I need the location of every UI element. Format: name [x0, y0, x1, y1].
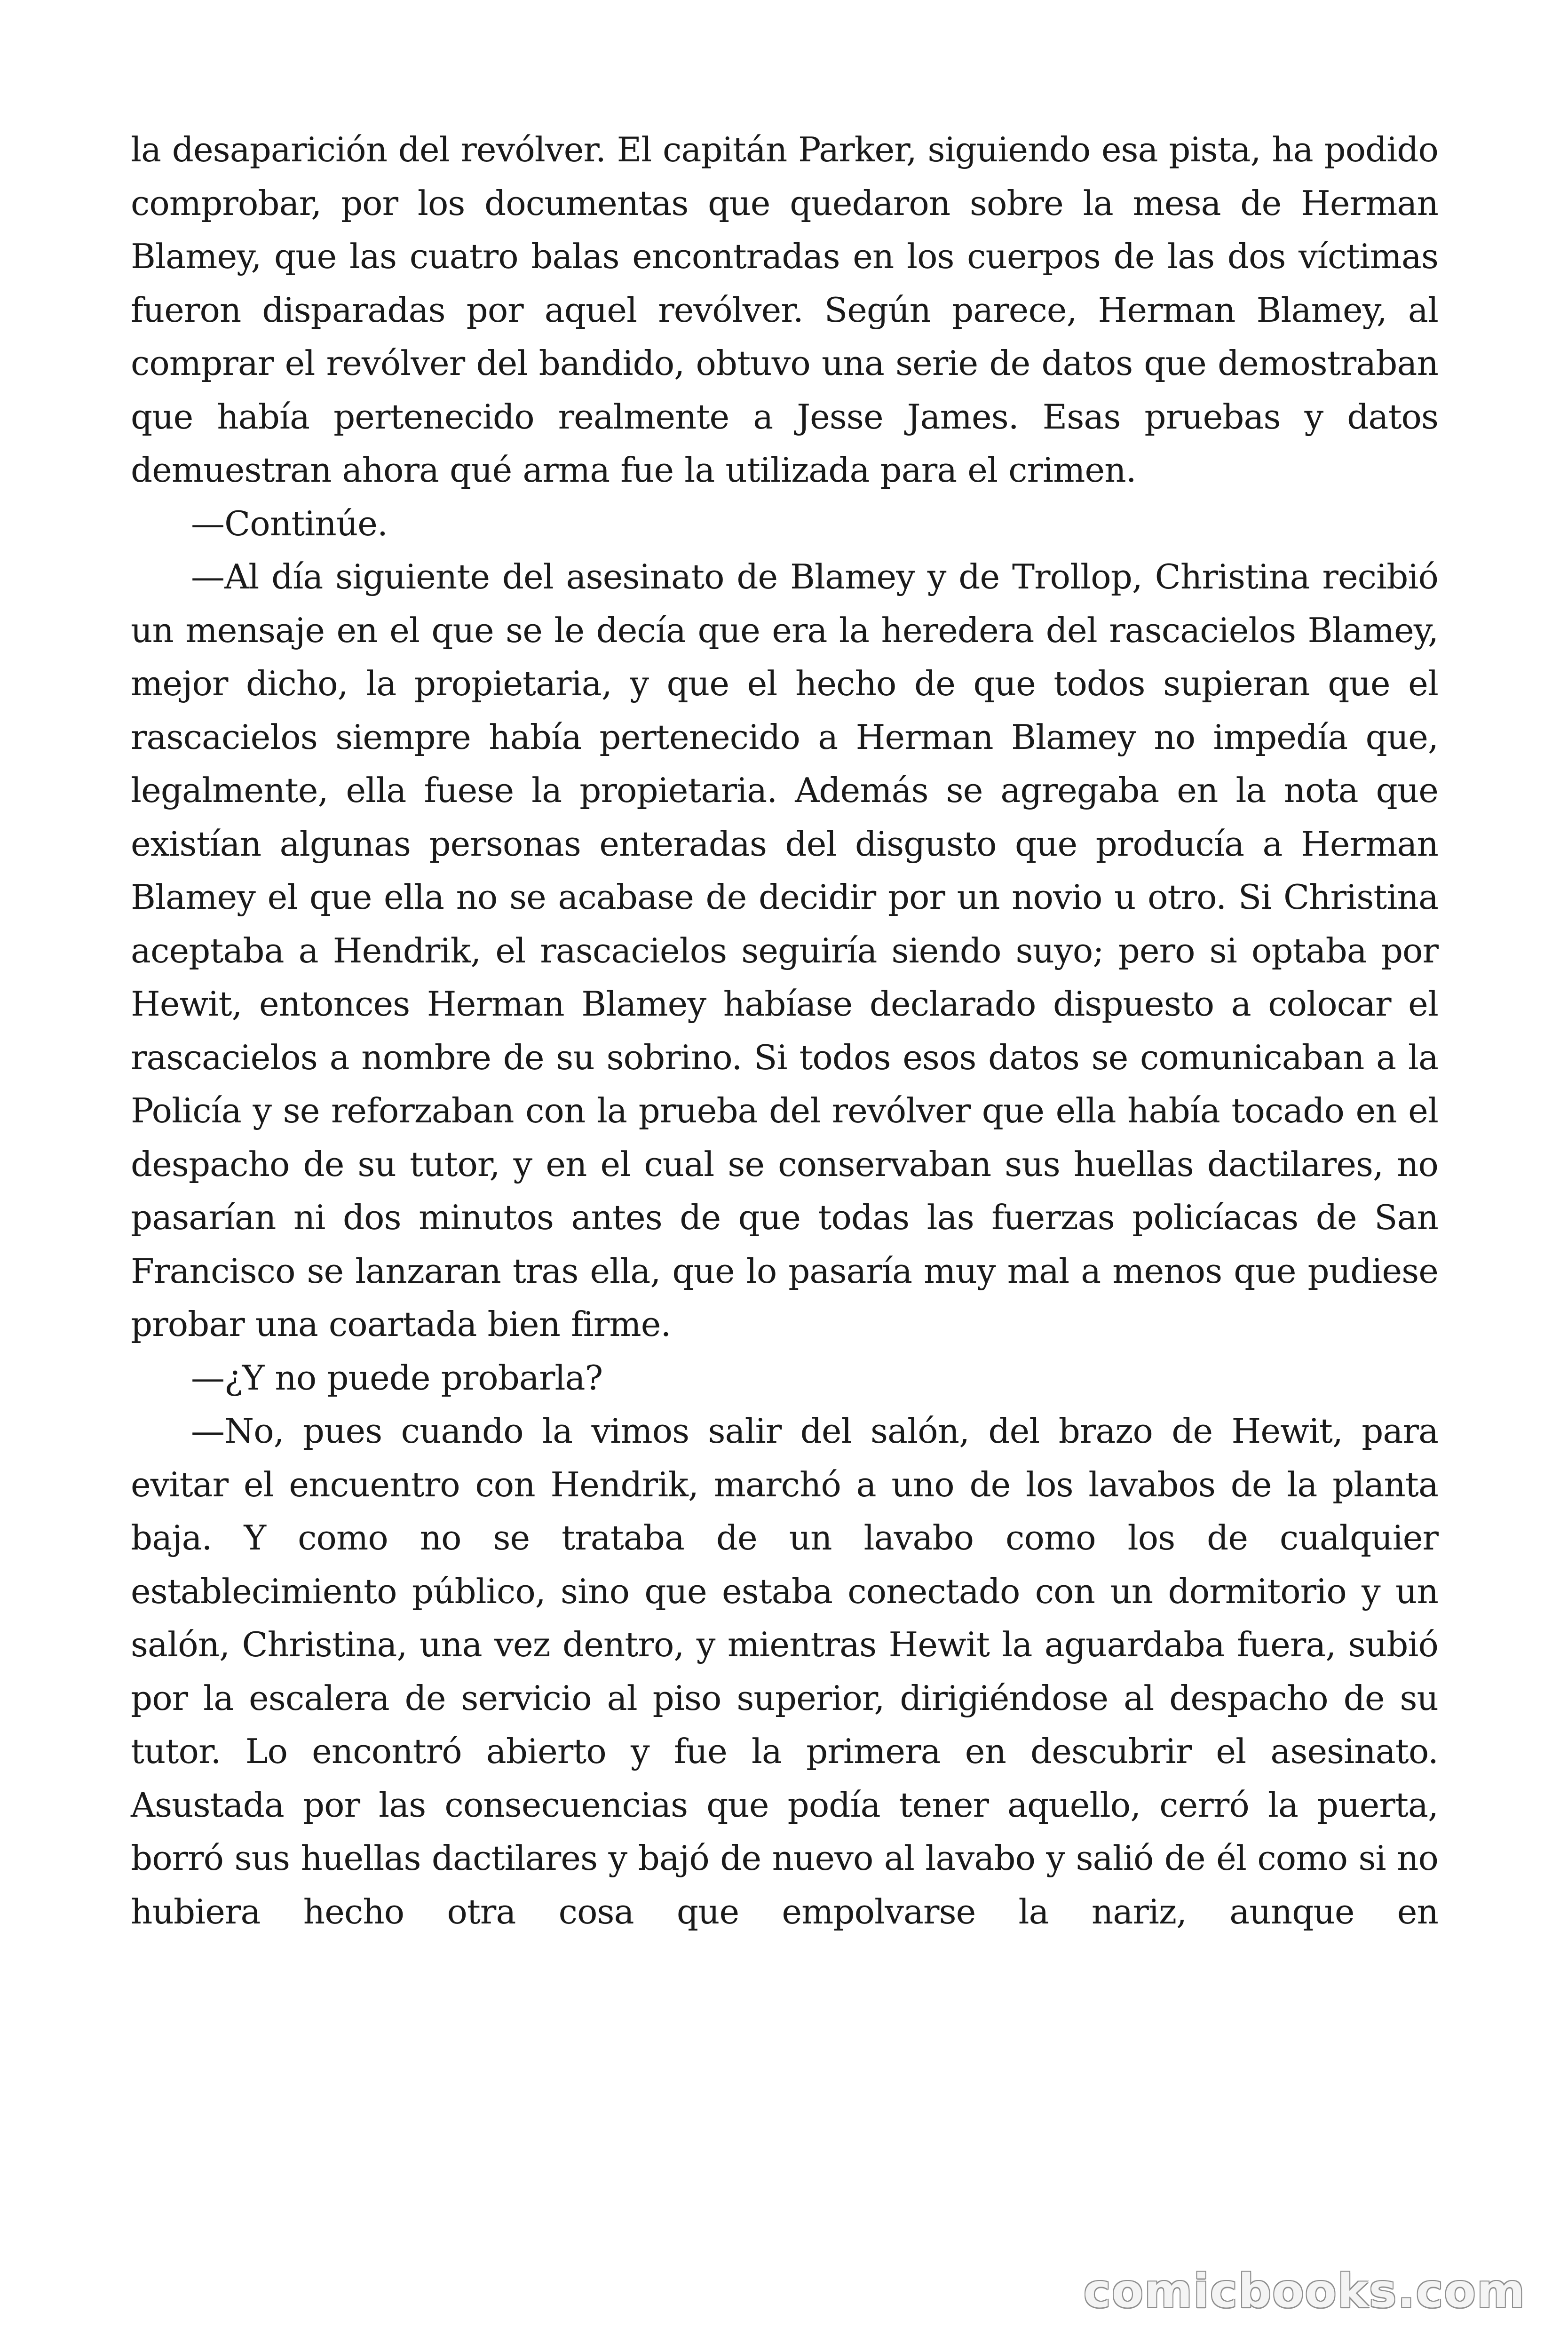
paragraph-3: —Al día siguiente del asesinato de Blamey y de Trollop, Christina recibió un mensaje en el que se le decía que era la heredera del rascacielos Blamey, mejor dicho, la propietaria, y que el hecho de que todos supieran que el rascacielos siempre había pertenecido a Herman Blamey no impedía que, legalmente, ella fuese la propietaria. Además se agregaba en la nota que existían algunas personas enteradas del disgusto que producía a Herman Blamey el que ella no se acabase de decidir por un novio u otro. Si Christina aceptaba a Hendrik, el rascacielos seguiría siendo suyo; pero si optaba por Hewit, entonces Herman Blamey habíase declarado dispuesto a colocar el rascacielos a nombre de su sobrino. Si todos esos datos se comunicaban a la Policía y se reforzaban con la prueba del revólver que ella había tocado en el despacho de su tutor, y en el cual se conservaban sus huellas dactilares, no pasarían ni dos minutos antes de que todas las fuerzas policíacas de San Francisco se lanzaran tras ella, que lo pasaría muy mal a menos que pudiese probar una coartada bien firme. [131, 557, 1438, 1344]
page-body [131, 123, 1438, 1939]
paragraph-5: —No, pues cuando la vimos salir del salón, del brazo de Hewit, para evitar el encuentro con Hendrik, marchó a uno de los lavabos de la planta baja. Y como no se trataba de un lavabo como los de cualquier establecimiento público, sino que estaba conectado con un dormitorio y un salón, Christina, una vez dentro, y mientras Hewit la aguardaba fuera, subió por la escalera de servicio al piso superior, dirigiéndose al despacho de su tutor. Lo encontró abierto y fue la primera en descubrir el asesinato. Asustada por las consecuencias que podía tener aquello, cerró la puerta, borró sus huellas dactilares y bajó de nuevo al lavabo y salió de él como si no hubiera hecho otra cosa que empolvarse la nariz, aunque en [131, 1411, 1438, 1931]
paragraph-2: —Continúe. [191, 503, 388, 543]
paragraph-4: —¿Y no puede probarla? [191, 1358, 603, 1398]
paragraph-1: la desaparición del revólver. El capitán Parker, siguiendo esa pista, ha podido comprobar, por los documentas que quedaron sobre la mesa de Herman Blamey, que las cuatro balas encontradas en los cuerpos de las dos víctimas fueron disparadas por aquel revólver. Según parece, Herman Blamey, al comprar el revólver del bandido, obtuvo una serie de datos que demostraban que había pertenecido realmente a Jesse James. Esas pruebas y datos demuestran ahora qué arma fue la utilizada para el crimen. [131, 130, 1438, 490]
watermark: comicbooks.com [1083, 2265, 1526, 2318]
